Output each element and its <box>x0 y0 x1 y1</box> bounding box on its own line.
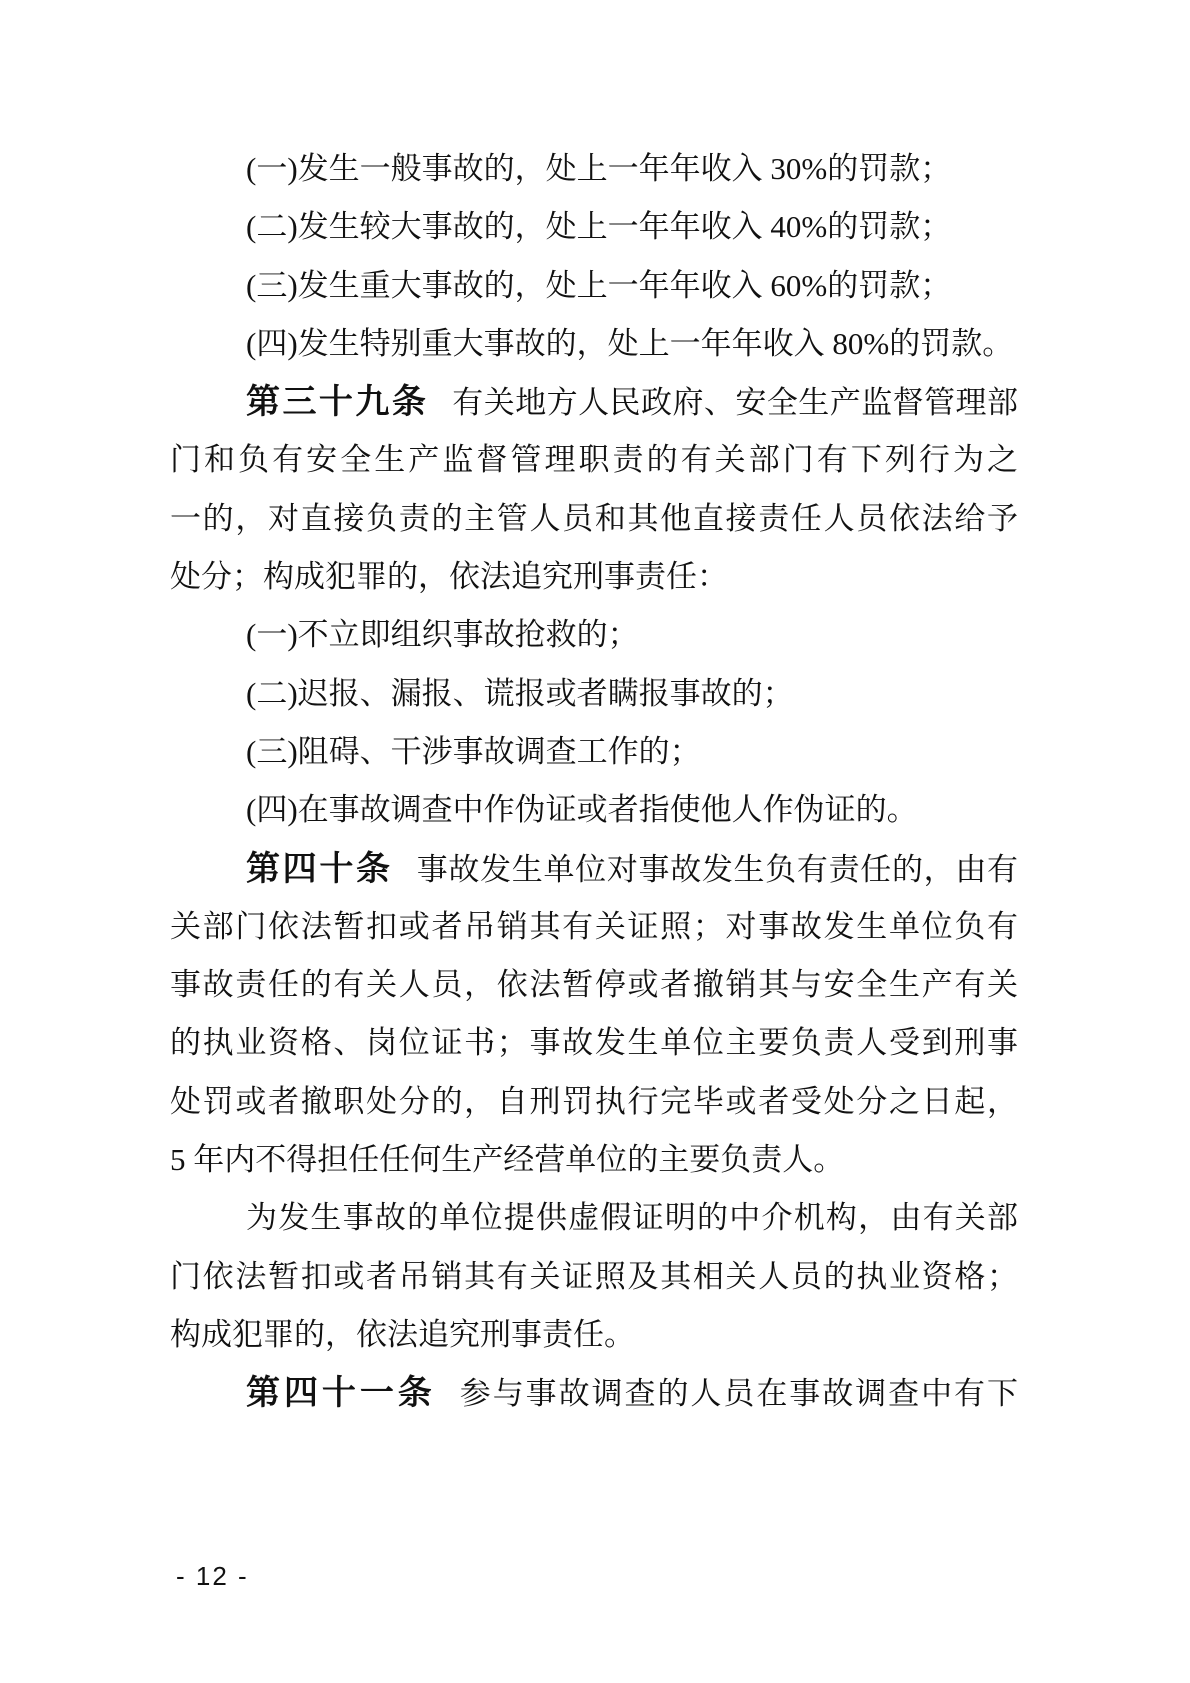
document-body <box>170 140 1018 1423</box>
line-text: 的执业资格、岗位证书；事故发生单位主要负责人受到刑事 <box>170 1025 1018 1061</box>
article-40-para2-line-3 <box>170 1306 1018 1364</box>
line-text: 事故发生单位对事故发生负有责任的，由有 <box>416 851 1018 887</box>
line-text: 有关地方人民政府、安全生产监督管理部 <box>452 385 1018 421</box>
line-text: 为发生事故的单位提供虚假证明的中介机构，由有关部 <box>246 1200 1018 1236</box>
line-text: (四)在事故调查中作伪证或者指使他人作伪证的。 <box>246 792 918 828</box>
article-39-item-4 <box>170 781 1018 839</box>
line-text: 处罚或者撤职处分的，自刑罚执行完毕或者受处分之日起， <box>170 1083 1018 1119</box>
article-40-number: 第四十条 <box>246 849 393 888</box>
article-40-opening <box>170 840 1018 898</box>
line-text: (一)不立即组织事故抢救的； <box>246 617 639 653</box>
article-39-number: 第三十九条 <box>246 383 429 422</box>
line-text: 事故责任的有关人员，依法暂停或者撤销其与安全生产有关 <box>170 967 1018 1003</box>
article-39-line-4 <box>170 548 1018 606</box>
item-fine-40 <box>170 198 1018 256</box>
line-text: 门依法暂扣或者吊销其有关证照及其相关人员的执业资格； <box>170 1258 1018 1294</box>
line-text: 构成犯罪的，依法追究刑事责任。 <box>170 1316 635 1352</box>
article-39-item-3 <box>170 723 1018 781</box>
article-40-line-2 <box>170 898 1018 956</box>
line-text: 5 年内不得担任任何生产经营单位的主要负责人。 <box>170 1142 845 1178</box>
line-text: (三)发生重大事故的，处上一年年收入 60%的罚款； <box>246 267 952 303</box>
article-39-line-3 <box>170 490 1018 548</box>
article-40-para2-line-2 <box>170 1248 1018 1306</box>
article-40-line-4 <box>170 1014 1018 1072</box>
line-text: 门和负有安全生产监督管理职责的有关部门有下列行为之 <box>170 442 1018 478</box>
article-39-opening <box>170 373 1018 431</box>
article-41-opening <box>170 1364 1018 1422</box>
article-40-line-5 <box>170 1073 1018 1131</box>
item-fine-60 <box>170 257 1018 315</box>
line-text: 一的，对直接负责的主管人员和其他直接责任人员依法给予 <box>170 500 1018 536</box>
line-text: (四)发生特别重大事故的，处上一年年收入 80%的罚款。 <box>246 325 1014 361</box>
line-text: 参与事故调查的人员在事故调查中有下 <box>459 1376 1018 1412</box>
item-fine-30 <box>170 140 1018 198</box>
line-text: (三)阻碍、干涉事故调查工作的； <box>246 733 701 769</box>
item-fine-80 <box>170 315 1018 373</box>
article-40-line-3 <box>170 956 1018 1014</box>
line-text: (二)发生较大事故的，处上一年年收入 40%的罚款； <box>246 209 952 245</box>
article-40-line-6 <box>170 1131 1018 1189</box>
line-text: (一)发生一般事故的，处上一年年收入 30%的罚款； <box>246 151 952 186</box>
article-39-line-2 <box>170 431 1018 489</box>
article-40-para2-line-1 <box>170 1189 1018 1247</box>
line-text: 关部门依法暂扣或者吊销其有关证照；对事故发生单位负有 <box>170 908 1018 944</box>
article-39-item-1 <box>170 606 1018 664</box>
article-39-item-2 <box>170 665 1018 723</box>
article-41-number: 第四十一条 <box>246 1374 436 1413</box>
line-text: (二)迟报、漏报、谎报或者瞒报事故的； <box>246 675 794 711</box>
page-number: - 12 - <box>176 1561 249 1591</box>
line-text: 处分；构成犯罪的，依法追究刑事责任： <box>170 559 728 595</box>
